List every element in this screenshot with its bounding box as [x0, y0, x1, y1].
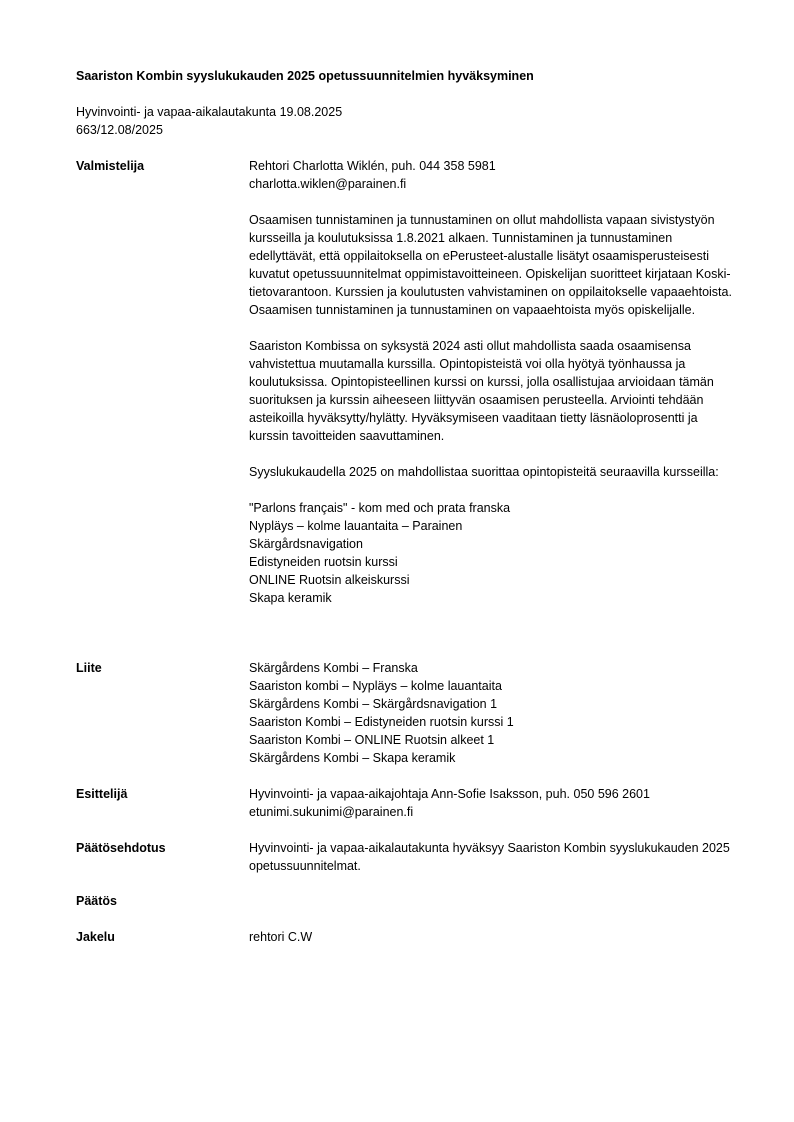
- reference-line: 663/12.08/2025: [76, 123, 163, 137]
- section-valmistelija: [76, 157, 736, 607]
- committee-line: Hyvinvointi- ja vapaa-aikalautakunta 19.08.2025: [76, 105, 343, 119]
- list-item: Skärgårdens Kombi – Skärgårdsnavigation 1: [249, 697, 498, 711]
- presenter-email: etunimi.sukunimi@parainen.fi: [249, 805, 414, 819]
- section-esittelija: [76, 785, 736, 821]
- label-paatosehdotus: Päätösehdotus: [76, 841, 166, 855]
- paragraph-recognition: Osaamisen tunnistaminen ja tunnustaminen on ollut mahdollista vapaan sivistystyön kursseilla ja koulutuksissa 1.8.2021 alkaen. Tunnistaminen ja tunnustaminen edellyttävät, että oppilaitoksella on ePerusteet-alustalle lisätyt osaamisperusteisesti kuvatut opetussuunnitelmat oppimistavoitteineen. Opiskelijan suoritteet kirjataan Koski-tietovarantoon. Kurssien ja koulutusten vahvistaminen on oppilaitokselle vapaaehtoista. Osaamisen tunnistaminen ja tunnustaminen on vapaaehtoista myös opiskelijalle.: [249, 213, 732, 317]
- list-item: Skärgårdens Kombi – Franska: [249, 661, 418, 675]
- list-item: Saariston Kombi – Edistyneiden ruotsin kurssi 1: [249, 715, 514, 729]
- list-item: Skapa keramik: [249, 591, 332, 605]
- label-liite: Liite: [76, 661, 102, 675]
- content-esittelija: [249, 785, 736, 821]
- preparer-contact: Rehtori Charlotta Wiklén, puh. 044 358 5981: [249, 159, 496, 173]
- list-item: Skärgårdens Kombi – Skapa keramik: [249, 751, 456, 765]
- preparer-email: charlotta.wiklen@parainen.fi: [249, 177, 407, 191]
- section-jakelu: [76, 928, 736, 946]
- list-item: Saariston kombi – Nypläys – kolme lauantaita: [249, 679, 502, 693]
- list-item: Skärgårdsnavigation: [249, 537, 363, 551]
- presenter-contact: Hyvinvointi- ja vapaa-aikajohtaja Ann-Sofie Isaksson, puh. 050 596 2601: [249, 787, 650, 801]
- proposal-text: Hyvinvointi- ja vapaa-aikalautakunta hyväksyy Saariston Kombin syyslukukauden 2025 opetussuunnitelmat.: [249, 841, 730, 873]
- list-item: Nypläys – kolme lauantaita – Parainen: [249, 519, 463, 533]
- list-item: Edistyneiden ruotsin kurssi: [249, 555, 398, 569]
- paragraph-credits: Saariston Kombissa on syksystä 2024 asti ollut mahdollista saada osaamisensa vahvistettua muutamalla kurssilla. Opintopisteistä voi olla hyötyä työnhaussa ja koulutuksissa. Opintopisteellinen kurssi on kurssi, jolla osallistujaa arvioidaan tämän suorituksen ja kurssin aiheeseen liittyvän osaamisen perusteella. Arviointi tehdään asteikoilla hyväksytty/hylätty. Hyväksymiseen vaaditaan tietty läsnäoloprosentti ja kurssin tavoitteiden saavuttaminen.: [249, 339, 714, 443]
- label-esittelija: Esittelijä: [76, 787, 128, 801]
- content-valmistelija: [249, 157, 736, 607]
- course-list: [249, 499, 736, 607]
- list-item: ONLINE Ruotsin alkeiskurssi: [249, 573, 410, 587]
- distribution-text: rehtori C.W: [249, 930, 313, 944]
- label-valmistelija: Valmistelija: [76, 159, 145, 173]
- paragraph-course-intro: Syyslukukaudella 2025 on mahdollistaa suorittaa opintopisteitä seuraavilla kursseilla:: [249, 465, 719, 479]
- label-paatos: Päätös: [76, 894, 117, 908]
- section-liite: [76, 659, 736, 767]
- list-item: Saariston Kombi – ONLINE Ruotsin alkeet 1: [249, 733, 495, 747]
- section-paatosehdotus: [76, 839, 736, 875]
- document-title: Saariston Kombin syyslukukauden 2025 opetussuunnitelmien hyväksyminen: [76, 69, 534, 83]
- document-meta: [76, 103, 342, 139]
- list-item: "Parlons français" - kom med och prata franska: [249, 501, 511, 515]
- label-jakelu: Jakelu: [76, 930, 115, 944]
- attachment-list: [249, 659, 736, 767]
